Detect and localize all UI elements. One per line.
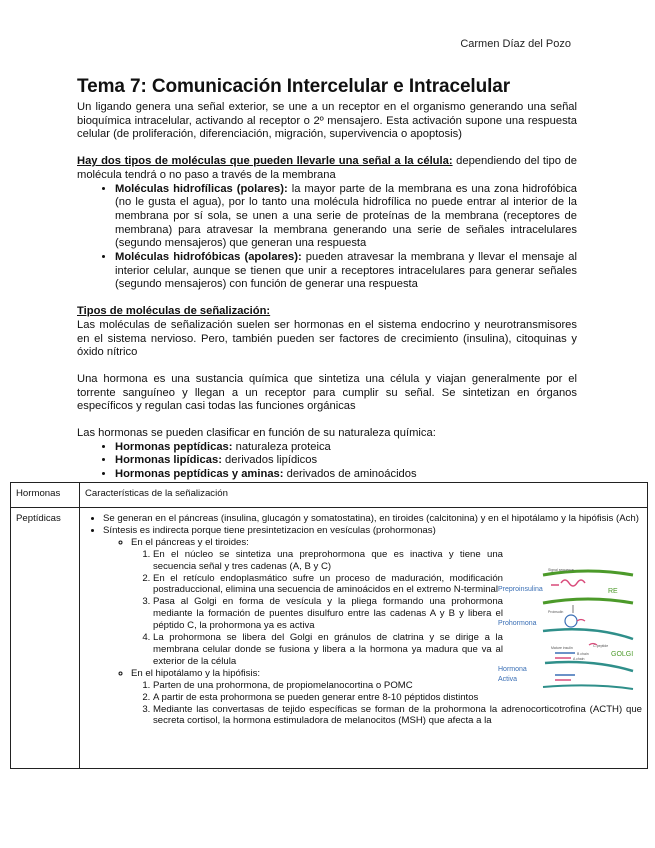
row-content bbox=[80, 508, 648, 769]
label-hormona: Hormona bbox=[498, 666, 527, 673]
list-item: 1. En el núcleo se sintetiza una preprohormona que es inactiva y tiene una secuencia señal y tres cadenas (A, B y C) bbox=[153, 549, 503, 573]
label-prohormona: Prohormona bbox=[498, 620, 537, 627]
row-content-cell bbox=[85, 513, 642, 763]
table-header-row bbox=[11, 483, 648, 508]
list-item: 2. A partir de esta prohormona se pueden generar entre 8-10 péptidos distintos bbox=[153, 692, 642, 704]
list-item bbox=[115, 441, 577, 455]
label-preproinsulina: Preproinsulina bbox=[498, 586, 543, 593]
sub-heading: En el hipotálamo y la hipófisis: bbox=[131, 667, 261, 679]
section2-heading-line bbox=[77, 305, 577, 319]
item-text: la mayor parte de la membrana es una zona hidrofóbica (no le gusta el agua), por lo tanto una molécula hidrofílica no puede entrar al interior de la membrana por sí sola, se unen a una serie de proteínas de la membrana (receptores de membrana) para atravesar la membrana generando una serie de señales intracelulares (segundo mensajeros) que generan una respuesta bbox=[115, 182, 578, 250]
header-hormonas: Hormonas bbox=[11, 483, 80, 508]
item-term: Hormonas peptídicas: bbox=[115, 440, 233, 453]
table-row bbox=[11, 508, 648, 769]
preproinsulin-chain bbox=[551, 580, 585, 586]
header-caracteristicas: Características de la señalización bbox=[80, 483, 648, 508]
label-signal: Signal sequence bbox=[548, 568, 574, 572]
re-membrane-bottom bbox=[543, 599, 633, 603]
molecule-types-list bbox=[77, 183, 577, 293]
list-item bbox=[115, 468, 577, 482]
author-name: Carmen Díaz del Pozo bbox=[460, 38, 571, 50]
proinsulin-shape bbox=[565, 615, 577, 627]
intro-paragraph: Un ligando genera una señal exterior, se une a un receptor en el organismo generando una señal bioquímica intracelular, activando al receptor o 2º mensajero. Esta activación supone una respuesta celular (de proliferación, diferenciación, migración, supervivencia o apoptosis) bbox=[77, 101, 577, 141]
list-item: 4. La prohormona se libera del Golgi en gránulos de clatrina y se dirige a la membrana celular donde se fusiona y libera a la hormona ya madura que va al exterior de la célula bbox=[153, 632, 503, 668]
item-term: Moléculas hidrofóbicas (apolares): bbox=[115, 251, 302, 264]
list-item: 1. Parten de una prohormona, de propiomelanocortina o POMC bbox=[153, 680, 642, 692]
item-term: Hormonas lipídicas: bbox=[115, 454, 222, 467]
item-term: Hormonas peptídicas y aminas: bbox=[115, 468, 284, 481]
section1-heading-rest: dependiendo del tipo de molécula tendrá o no paso a través de la membrana bbox=[77, 155, 577, 181]
golgi-membrane-top bbox=[543, 629, 633, 639]
list-item: 2. En el retículo endoplasmático sufre un proceso de maduración, modificación postraduccional, elimina una secuencia de aminoácidos en el extremo N-terminal bbox=[153, 573, 503, 597]
label-mature: Mature insulin bbox=[551, 646, 573, 650]
label-cpeptide: C-peptide bbox=[593, 644, 609, 648]
label-golgi: GOLGI bbox=[611, 651, 634, 658]
list-item bbox=[115, 454, 577, 468]
label-achain: A chain bbox=[573, 657, 585, 661]
label-proinsulin: Proinsulin bbox=[548, 610, 564, 614]
hormones-table bbox=[10, 482, 648, 769]
page-title: Tema 7: Comunicación Intercelular e Intracelular bbox=[77, 76, 511, 97]
cell-membrane bbox=[543, 685, 633, 689]
list-item: 3. Mediante las convertasas de tejido específicas se forman de la prohormona la adrenocorticotrofina (ACTH) que secreta cortisol, la hormona estimuladora de melanocitos (MSH) que afecta a la bbox=[153, 704, 642, 728]
section2-heading: Tipos de moléculas de señalización: bbox=[77, 305, 271, 318]
list-item bbox=[115, 251, 577, 292]
row-name: Peptídicas bbox=[11, 508, 80, 769]
item-text: naturaleza proteica bbox=[232, 440, 331, 453]
cpeptide-shape bbox=[577, 620, 585, 622]
list-item bbox=[115, 183, 577, 252]
label-re: RE bbox=[608, 588, 618, 595]
golgi-membrane-bottom bbox=[545, 662, 633, 671]
item-text: derivados lipídicos bbox=[221, 454, 318, 467]
label-activa: Activa bbox=[498, 676, 518, 683]
list-item: • Se generan en el páncreas (insulina, glucagón y somatostatina), en tiroides (calcitonina) y en el hipotálamo y la hipófisis (Ach) bbox=[103, 513, 642, 525]
item-text: pueden atravesar la membrana y llevar el mensaje al interior celular, aunque se tienen que unir a receptores intracelulares para generar señales (segundo mensajeros) con función de generar una respuesta bbox=[115, 251, 577, 291]
section1-intro bbox=[77, 155, 577, 182]
document-body bbox=[77, 101, 577, 495]
section2-paragraph-1: Las moléculas de señalización suelen ser hormonas en el sistema endocrino y neurotransmisores en el sistema nervioso. Pero, también pueden ser factores de crecimiento (insulina), citoquinas y óxido nítrico bbox=[77, 318, 577, 359]
section1-heading: Hay dos tipos de moléculas que pueden llevarle una señal a la célula: bbox=[77, 155, 453, 168]
label-bchain: B chain bbox=[577, 652, 589, 656]
sub-heading: En el páncreas y el tiroides: bbox=[131, 536, 249, 548]
item-text: Síntesis es indirecta porque tiene presintetizacion en vesículas (prohormonas) bbox=[103, 524, 436, 536]
list-item: 3. Pasa al Golgi en forma de vesícula y la pliega formando una prohormona mediante la formación de puentes disulfuro entre las cadenas A y B y libera el péptido C, la prohormona ya es activa bbox=[153, 596, 503, 632]
section2-paragraph-3: Las hormonas se pueden clasificar en función de su naturaleza química: bbox=[77, 427, 436, 440]
numbered-list bbox=[131, 549, 503, 668]
section2-paragraph-2: Una hormona es una sustancia química que sintetiza una célula y viajan generalmente por el torrente sanguíneo y llegan a un receptor para cumplir su señal. Se sintetizan en órganos específicos y regulan casi todas las funciones orgánicas bbox=[77, 372, 577, 413]
item-text: derivados de aminoácidos bbox=[283, 468, 417, 481]
hormone-types-list bbox=[77, 441, 577, 482]
insulin-maturation-figure bbox=[493, 563, 642, 693]
item-term: Moléculas hidrofílicas (polares): bbox=[115, 182, 288, 195]
